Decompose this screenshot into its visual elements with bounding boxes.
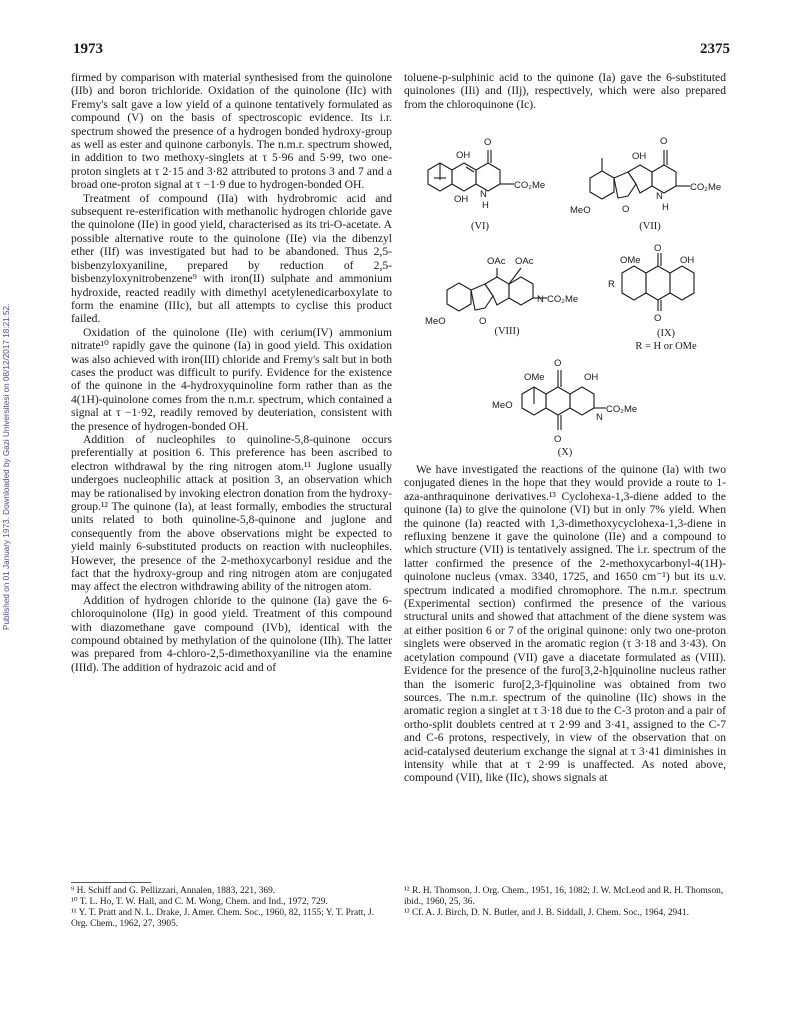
paragraph: Oxidation of the quinolone (IIe) with cerium(IV) ammonium nitrate¹⁰ rapidly gave the quinone (Ia) in good yield. This oxidation was also achieved with iron(III) chloride and Fremy's salt but in both cases the product was difficult to purify. Evidence for the existence of the quinone in the 4-hydroxyquinoline form rather than as the 4(1H)-quinolone comes from the n.m.r. spectrum, which contained a signal at τ −1·92, readily removed by deuteriation, consistent with the presence of hydrogen-bonded OH. [71,325,392,433]
structure-label-vii: (VII) [639,221,661,232]
structure-label-ix: (IX) [656,328,676,339]
atom-label: H [662,202,669,213]
atom-label: OAc [487,256,506,267]
atom-label: OMe [524,372,545,383]
atom-label: R [608,279,615,290]
paragraph: Addition of hydrogen chloride to the quinone (Ia) gave the 6-chloroquinolone (IIg) in good yield. Treatment of this compound with diazomethane gave compound (IVb), identical with the compound obtained by methylation of the quinolone (IIh). The latter was prepared from 4-chloro-2,5-dimethoxyaniline via the enamine (IIId). The addition of hydrazoic acid and of [71,593,392,674]
atom-label: OH [584,372,599,383]
left-column [71,71,392,674]
paragraph: Treatment of compound (IIa) with hydrobromic acid and subsequent re-esterification with methanolic hydrogen chloride gave the quinolone (IIe) in good yield, characterised as its tri-O-acetate. A possible alternative route to the quinolone (IIe) via the dibenzyl ether (IIf) was investigated but had to be abandoned. Thus 2,5-bisbenzyloxyaniline, prepared by reduction of 2,5-bisbenzyloxynitrobenzene⁹ with iron(II) sulphate and ammonium hydroxide, reacted readily with dimethyl acetylenedicarboxylate to form the enamine (IIIc), but all attempts to cyclise this product failed. [71,191,392,326]
atom-label: OH [632,151,647,162]
paragraph: Addition of nucleophiles to quinoline-5,8-quinone occurs preferentially at position 6. This preference has been ascribed to electron withdrawal by the ring nitrogen atom.¹¹ Juglone usually undergoes nucleophilic attack at position 3, an observation which may be rationalised by invoking electron donation from the hydroxy-group.¹² The quinone (Ia), at least formally, embodies the structural units related to both quinoline-5,8-quinone and juglone and consequently from the above observations might be expected to yield mainly 6-substituted products on reaction with nucleophiles. However, the presence of the 2-methoxycarbonyl residue and the fact that the hydroxy-group and ring nitrogen atom are conjugated may affect the electron withdrawing ability of the nitrogen atom. [71,432,393,594]
structure-caption-ix: R = H or OMe [635,341,697,352]
atom-label: OAc [515,256,534,267]
atom-label: OMe [620,255,641,266]
paragraph: firmed by comparison with material synthesised from the quinolone (IIb) and boron trichloride. Oxidation of the quinolone (IIc) with Fremy's salt gave a low yield of a quinone tentatively formulated as compound (V) on the basis of spectroscopic evidence. Its i.r. spectrum showed the presence of a hydrogen bonded hydroxy-group as well as ester and quinone carbonyls. The n.m.r. spectrum showed, in addition to two methoxy-singlets at τ 5·96 and 5·99, two one-proton singlets at τ 2·15 and 3·82 attributed to protons 3 and 7 and a broad one-proton signal at τ −1·9 due to hydrogen-bonded OH. [71,71,392,192]
atom-label: CO₂Me [547,294,579,305]
atom-label: CO₂Me [514,180,546,191]
structure-vii [570,128,730,223]
atom-label: N [656,191,663,202]
atom-label: O [484,137,492,148]
structure-label-viii: (VIII) [494,326,520,337]
structure-x [492,358,652,448]
right-column [404,463,726,785]
atom-label: CO₂Me [690,182,722,193]
atom-label: H [482,200,489,211]
paragraph: toluene-p-sulphinic acid to the quinone (Ia) gave the 6-substituted quinolones (IIi) and (IIj), respectively, which were also prepared from the chloroquinone (Ic). [404,71,726,111]
atom-label: O [654,313,662,324]
atom-label: N [480,189,487,200]
structure-viii [425,254,590,334]
atom-label: O [654,243,662,254]
paragraph: We have investigated the reactions of the quinone (Ia) with two conjugated dienes in the hope that they would provide a route to 1-aza-anthraquinone derivatives.¹³ Cyclohexa-1,3-diene added to the quinone (Ia) to give the quinolone (VI) but in only 7% yield. When the quinone (Ia) reacted with 1,3-dimethoxycyclohexa-1,3-diene in refluxing benzene it gave the quinolone (IIe) and a compound to which structure (VII) is tentatively assigned. The i.r. spectrum of the latter confirmed the presence of the 2-methoxycarbonyl-4(1H)-quinolone nucleus (νmax. 3340, 1725, and 1650 cm⁻¹) but its u.v. spectrum indicated a modified chromophore. The n.m.r. spectrum (Experimental section) confirmed the presence of the various structural units and showed that attachment of the diene system was at either position 6 or 7 of the original quinone: only two one-proton singlets were observed in the aromatic region (τ 3·18 and 3·43). On acetylation compound (VII) gave a diacetate formulated as (VIII). Evidence for the presence of the furo[3,2-h]quinoline nucleus rather than the isomeric furo[2,3-f]quinoline was obtained from two sources. The n.m.r. spectrum of the quinoline (IIc) shows in the aromatic region a singlet at τ 3·18 due to the C-3 proton and a pair of ortho-split doublets centred at τ 2·99 and 3·41, assigned to the C-7 and C-6 protons, respectively, in view of the observation that on acid-catalysed deuterium exchange the signal at τ 3·41 diminishes in intensity while that at τ 2·99 is unaffected. As noted above, compound (VII), like (IIc), shows signals at [404,463,726,785]
footnote: ¹⁰ T. L. Ho, T. W. Hall, and C. M. Wong, Chem. and Ind., 1972, 729. [71,897,328,907]
footnote: ¹³ Cf. A. J. Birch, D. N. Butler, and J. B. Siddall, J. Chem. Soc., 1964, 2941. [404,908,689,918]
structure-label-vi: (VI) [470,221,490,232]
atom-label: MeO [425,316,446,327]
download-watermark [2,210,16,630]
atom-label: O [554,434,562,445]
atom-label: O [660,136,668,147]
structure-vi [418,128,568,211]
atom-label: N [537,294,544,305]
footnotes-left [71,886,392,930]
atom-label: OH [456,150,471,161]
atom-label: O [479,316,487,327]
footnote-rule [71,882,151,883]
download-watermark-text: Published on 01 January 1973. Downloaded by Gazi Universitesi on 08/12/2017 18:21:52. [2,303,11,630]
footnote: ¹² R. H. Thomson, J. Org. Chem., 1951, 16, 1082; J. W. McLeod and R. H. Thomson, ibid., 1960, 25, 36. [404,886,724,907]
right-column-intro [404,71,726,111]
atom-label: CO₂Me [606,404,638,415]
structure-label-x: (X) [557,447,573,458]
atom-label: N [596,412,603,423]
atom-label: O [622,204,630,215]
atom-label: OH [680,255,695,266]
atom-label: O [554,358,562,369]
atom-label: MeO [570,205,591,216]
atom-label: MeO [492,400,513,411]
footnote: ¹¹ Y. T. Pratt and N. L. Drake, J. Amer. Chem. Soc., 1960, 82, 1155; Y. T. Pratt, J. Org. Chem., 1962, 27, 3905. [71,908,374,929]
page-number: 2375 [700,41,730,57]
atom-label: OH [454,194,469,205]
page-year: 1973 [73,41,103,57]
footnote: ⁹ H. Schiff and G. Pellizzari, Annalen, 1883, 221, 369. [71,886,276,896]
structure-ix [604,243,734,338]
footnotes-right [404,886,726,919]
